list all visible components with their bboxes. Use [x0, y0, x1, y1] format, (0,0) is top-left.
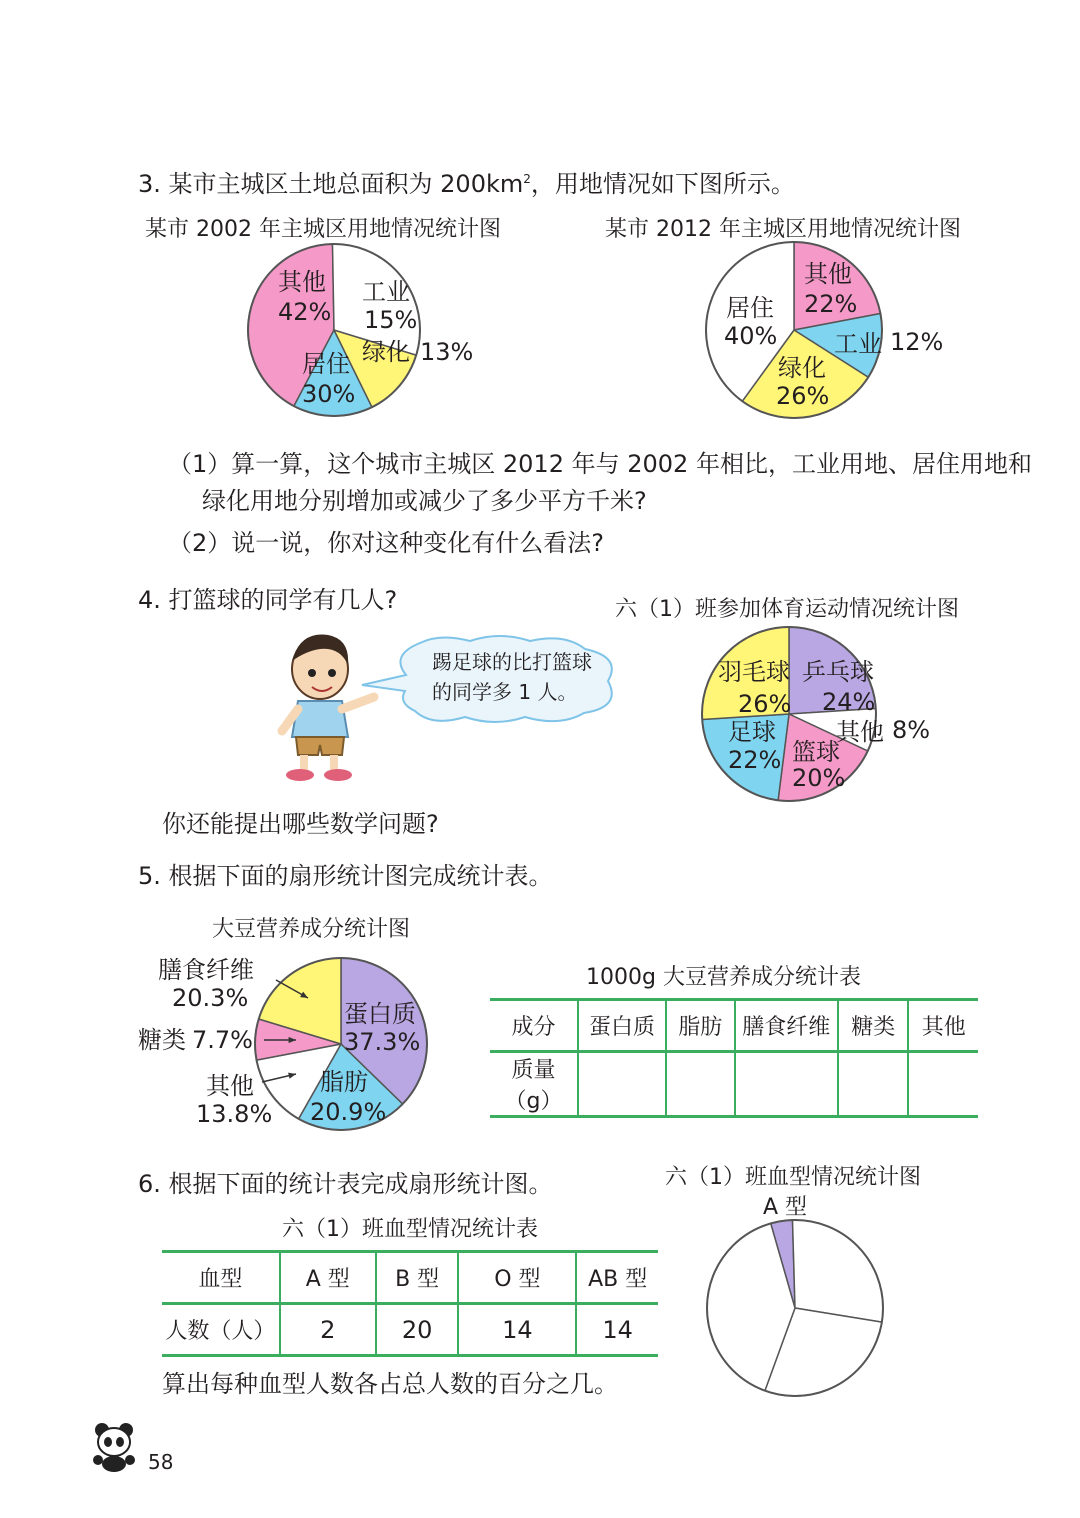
table-cell: 14 — [576, 1304, 658, 1356]
slice-percent-label: 26% — [738, 690, 792, 718]
q5-prompt: 5. 根据下面的扇形统计图完成统计表。 — [138, 862, 553, 890]
slice-name-label: 篮球 — [792, 738, 840, 766]
slice-percent-label: 15% — [364, 306, 418, 334]
slice-name-label: 膳食纤维 — [158, 956, 254, 984]
table-header-cell: 蛋白质 — [578, 1000, 666, 1052]
table-cell: 2 — [280, 1304, 376, 1356]
slice-percent-label: 8% — [892, 716, 931, 744]
slice-percent-label: 20% — [792, 764, 846, 792]
table-header-cell: 糖类 — [838, 1000, 909, 1052]
slice-name-label: 工业 — [362, 278, 410, 306]
q3-sup: 2 — [523, 172, 531, 186]
table-blank-cell[interactable] — [735, 1052, 838, 1117]
slice-percent-label: 22% — [728, 746, 782, 774]
slice-percent-label: 37.3% — [344, 1028, 421, 1056]
table-blank-cell[interactable] — [908, 1052, 978, 1117]
blood-table-title: 六（1）班血型情况统计表 — [282, 1217, 538, 1242]
chart-title-2012: 某市 2012 年主城区用地情况统计图 — [605, 217, 961, 242]
q6-prompt: 6. 根据下面的统计表完成扇形统计图。 — [138, 1170, 553, 1198]
q3-prompt: 3. 某市主城区土地总面积为 $200km^2$，用地情况如下图所示。 — [138, 170, 795, 198]
pie-slice — [793, 1220, 884, 1322]
table-header-cell: 膳食纤维 — [735, 1000, 838, 1052]
table-blank-cell[interactable] — [578, 1052, 666, 1117]
blood-table — [162, 1250, 658, 1357]
slice-percent-label: 40% — [724, 322, 778, 350]
q3-sub1-line1: （1）算一算，这个城市主城区 2012 年与 2002 年相比，工业用地、居住用地和 — [168, 450, 1032, 478]
soybean-table — [490, 998, 978, 1118]
soybean-table-title: 1000g 大豆营养成分统计表 — [586, 965, 861, 990]
slice-percent-label: 20.3% — [172, 984, 249, 1012]
slice-name-label: 足球 — [728, 718, 776, 746]
table-header-cell: A 型 — [280, 1252, 376, 1304]
q3-sub1-line2: 绿化用地分别增加或减少了多少平方千米? — [202, 487, 647, 515]
table-blank-cell[interactable] — [838, 1052, 909, 1117]
slice-percent-label: 24% — [822, 688, 876, 716]
table-header-cell: AB 型 — [576, 1252, 658, 1304]
page-number: 58 — [148, 1450, 174, 1474]
q6-note: 算出每种血型人数各占总人数的百分之几。 — [162, 1370, 618, 1398]
slice-percent-label: 13% — [420, 338, 474, 366]
panda-icon — [90, 1420, 140, 1476]
table-header-cell: 成分 — [490, 1000, 578, 1052]
chart-title-blood: 六（1）班血型情况统计图 — [665, 1165, 921, 1190]
slice-percent-label: 20.9% — [310, 1098, 387, 1126]
slice-name-label: 其他 — [278, 268, 326, 296]
table-row-label: 人数（人） — [162, 1304, 280, 1356]
slice-percent-label: 26% — [776, 382, 830, 410]
bubble-line-2: 的同学多 1 人。 — [432, 680, 578, 704]
slice-name-label: 其他 — [836, 718, 884, 746]
slice-percent-label: 22% — [804, 290, 858, 318]
slice-name-label: 其他 — [206, 1072, 254, 1100]
slice-percent-label: 30% — [302, 380, 356, 408]
chart-title-2002: 某市 2002 年主城区用地情况统计图 — [145, 217, 501, 242]
slice-name-label: 羽毛球 — [718, 658, 790, 686]
slice-name-label: 居住 — [302, 350, 350, 378]
slice-name-label: 绿化 — [778, 354, 826, 382]
slice-name-label: 脂肪 — [320, 1068, 368, 1096]
slice-percent-label: 7.7% — [192, 1026, 253, 1054]
slice-name-label: 居住 — [726, 294, 774, 322]
slice-name-label: 工业 — [834, 330, 882, 358]
table-header-cell: 血型 — [162, 1252, 280, 1304]
slice-percent-label: 13.8% — [196, 1100, 273, 1128]
bubble-line-1: 踢足球的比打篮球 — [432, 650, 592, 674]
table-blank-cell[interactable] — [666, 1052, 735, 1117]
table-header-cell: 其他 — [908, 1000, 978, 1052]
q3-sub2: （2）说一说，你对这种变化有什么看法? — [168, 529, 605, 557]
slice-name-label: 绿化 — [362, 338, 410, 366]
table-header-cell: O 型 — [458, 1252, 576, 1304]
q4-prompt: 4. 打篮球的同学有几人? — [138, 586, 398, 614]
slice-name-label: 其他 — [804, 260, 852, 288]
slice-name-label: 乒乓球 — [802, 658, 874, 686]
chart-title-sports: 六（1）班参加体育运动情况统计图 — [615, 597, 959, 622]
blood-a-label: A 型 — [763, 1195, 808, 1220]
table-row-label: 质量（g） — [490, 1052, 578, 1117]
q4-extra-question: 你还能提出哪些数学问题? — [162, 810, 439, 838]
table-cell: 20 — [376, 1304, 459, 1356]
slice-name-label: 蛋白质 — [344, 1000, 416, 1028]
table-header-cell: 脂肪 — [666, 1000, 735, 1052]
table-header-cell: B 型 — [376, 1252, 459, 1304]
table-cell: 14 — [458, 1304, 576, 1356]
chart-title-soybean: 大豆营养成分统计图 — [212, 917, 411, 942]
slice-name-label: 糖类 — [138, 1026, 186, 1054]
slice-percent-label: 42% — [278, 298, 332, 326]
slice-percent-label: 12% — [890, 328, 944, 356]
